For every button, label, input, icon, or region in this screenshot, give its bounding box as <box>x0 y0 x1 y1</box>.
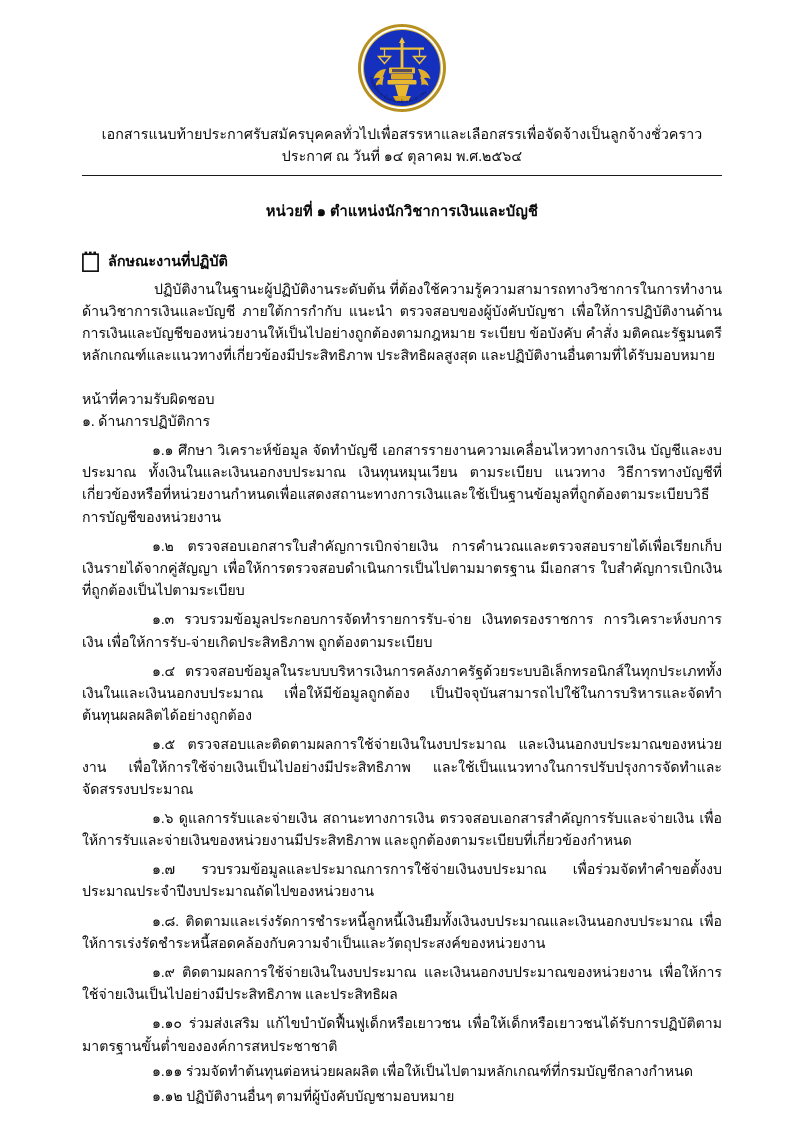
document-header <box>82 124 722 168</box>
responsibility-item: ๑.๑๒ ปฏิบัติงานอื่นๆ ตามที่ผู้บังคับบัญชามอบหมาย <box>152 1088 455 1105</box>
header-line-2: ประกาศ ณ วันที่ ๑๔ ตุลาคม พ.ศ.๒๕๖๔ <box>281 149 523 165</box>
responsibility-group-label: ๑. ด้านการปฏิบัติการ <box>82 413 211 430</box>
responsibility-item: ๑.๘. ติดตามและเร่งรัดการชำระหนี้ลูกหนี้เงินยืมทั้งเงินงบประมาณและเงินนอกงบประมาณ เพื่อให้การเร่งรัดชำระหนี้สอดคล้องกับความจำเป็นและวัตถุประสงค์ของหน่วยงาน <box>82 913 722 952</box>
svg-text:กรมพินิจและคุ้มครองเด็กและเยาว: กรมพินิจและคุ้มครองเด็กและเยาวชน <box>368 76 428 105</box>
unit-heading: หน่วยที่ ๑ ตำแหน่งนักวิชาการเงินและบัญชี <box>265 204 539 220</box>
thai-government-justice-emblem <box>356 22 448 114</box>
section-title-job-description: ลักษณะงานที่ปฏิบัติ <box>108 254 228 270</box>
job-description-paragraph: ปฏิบัติงานในฐานะผู้ปฏิบัติงานระดับต้น ที่ต้องใช้ความรู้ความสามารถทางวิชาการในการทำงานด้านวิชาการเงินและบัญชี ภายใต้การกำกับ แนะนำ ตรวจสอบของผู้บังคับบัญชา เพื่อให้การปฏิบัติงานด้านการเงินและบัญชีของหน่วยงานให้เป็นไปอย่างถูกต้องตามกฎหมาย ระเบียบ ข้อบังคับ คำสั่ง มติคณะรัฐมนตรี หลักเกณฑ์และแนวทางที่เกี่ยวข้องมีประสิทธิภาพ ประสิทธิผลสูงสุด และปฏิบัติงานอื่นตามที่ได้รับมอบหมาย <box>82 282 722 365</box>
responsibility-item: ๑.๗ รวบรวมข้อมูลและประมาณการการใช้จ่ายเงินงบประมาณ เพื่อร่วมจัดทำคำขอตั้งงบประมาณประจำปีงบประมาณถัดไปของหน่วยงาน <box>82 862 722 901</box>
responsibility-item: ๑.๑๐ ร่วมส่งเสริม แก้ไขบำบัดฟื้นฟูเด็กหรือเยาวชน เพื่อให้เด็กหรือเยาวชนได้รับการปฏิบัติตามมาตรฐานขั้นต่ำขององค์การสหประชาชาติ <box>82 1016 722 1055</box>
responsibility-item: ๑.๔ ตรวจสอบข้อมูลในระบบบริหารเงินการคลังภาครัฐด้วยระบบอิเล็กทรอนิกส์ในทุกประเภททั้งเงินในและเงินนอกงบประมาณ เพื่อให้มีข้อมูลถูกต้อง เป็นปัจจุบันสามารถไปใช้ในการบริหารและจัดทำต้นทุนผลผลิตได้อย่างถูกต้อง <box>82 663 722 725</box>
section-heading-job-description <box>82 250 722 273</box>
emblem-container <box>82 22 722 122</box>
responsibility-item: ๑.๓ รวบรวมข้อมูลประกอบการจัดทำรายการรับ-จ่าย เงินทดรองราชการ การวิเคราะห์งบการเงิน เพื่อให้การรับ-จ่ายเกิดประสิทธิภาพ ถูกต้องตามระเบียบ <box>82 612 722 651</box>
responsibility-heading: หน้าที่ความรับผิดชอบ <box>82 391 215 408</box>
clipboard-icon <box>82 251 99 272</box>
responsibility-item: ๑.๑๑ ร่วมจัดทำต้นทุนต่อหน่วยผลผลิต เพื่อให้เป็นไปตามหลักเกณฑ์ที่กรมบัญชีกลางกำหนด <box>152 1063 693 1080</box>
responsibility-item: ๑.๖ ดูแลการรับและจ่ายเงิน สถานะทางการเงิน ตรวจสอบเอกสารสำคัญการรับและจ่ายเงิน เพื่อให้การรับและจ่ายเงินของหน่วยงานมีประสิทธิภาพ และถูกต้องตามระเบียบที่เกี่ยวข้องกำหนด <box>82 810 722 850</box>
responsibility-item: ๑.๒ ตรวจสอบเอกสารใบสำคัญการเบิกจ่ายเงิน การคำนวณและตรวจสอบรายได้เพื่อเรียกเก็บเงินรายได้จากคู่สัญญา เพื่อให้การตรวจสอบดำเนินการเป็นไปตามมาตรฐาน มีเอกสาร ใบสำคัญการเบิกเงินที่ถูกต้องเป็นไปตามระเบียบ <box>82 538 722 600</box>
header-divider <box>82 175 722 176</box>
responsibility-item: ๑.๙ ติดตามผลการใช้จ่ายเงินในงบประมาณ และเงินนอกงบประมาณของหน่วยงาน เพื่อให้การใช้จ่ายเงินเป็นไปอย่างมีประสิทธิภาพ และประสิทธิผล <box>82 965 722 1004</box>
responsibility-item: ๑.๕ ตรวจสอบและติดตามผลการใช้จ่ายเงินในงบประมาณ และเงินนอกงบประมาณของหน่วยงาน เพื่อให้การใช้จ่ายเงินเป็นไปอย่างมีประสิทธิภาพ และใช้เป็นแนวทางในการปรับปรุงการจัดทำและจัดสรรงบประมาณ <box>82 737 722 798</box>
header-line-1: เอกสารแนบท้ายประกาศรับสมัครบุคคลทั่วไปเพื่อสรรหาและเลือกสรรเพื่อจัดจ้างเป็นลูกจ้างชั่วคราว <box>101 127 703 143</box>
responsibility-item: ๑.๑ ศึกษา วิเคราะห์ข้อมูล จัดทำบัญชี เอกสารรายงานความเคลื่อนไหวทางการเงิน บัญชีและงบประมาณ ทั้งเงินในและเงินนอกงบประมาณ เงินทุนหมุนเวียน ตามระเบียบ แนวทาง วิธีการทางบัญชีที่เกี่ยวข้องหรือที่หน่วยงานกำหนดเพื่อแสดงสถานะทางการเงินและใช้เป็นฐานข้อมูลที่ถูกต้องตามระเบียบวิธีการบัญชีของหน่วยงาน <box>82 443 722 526</box>
